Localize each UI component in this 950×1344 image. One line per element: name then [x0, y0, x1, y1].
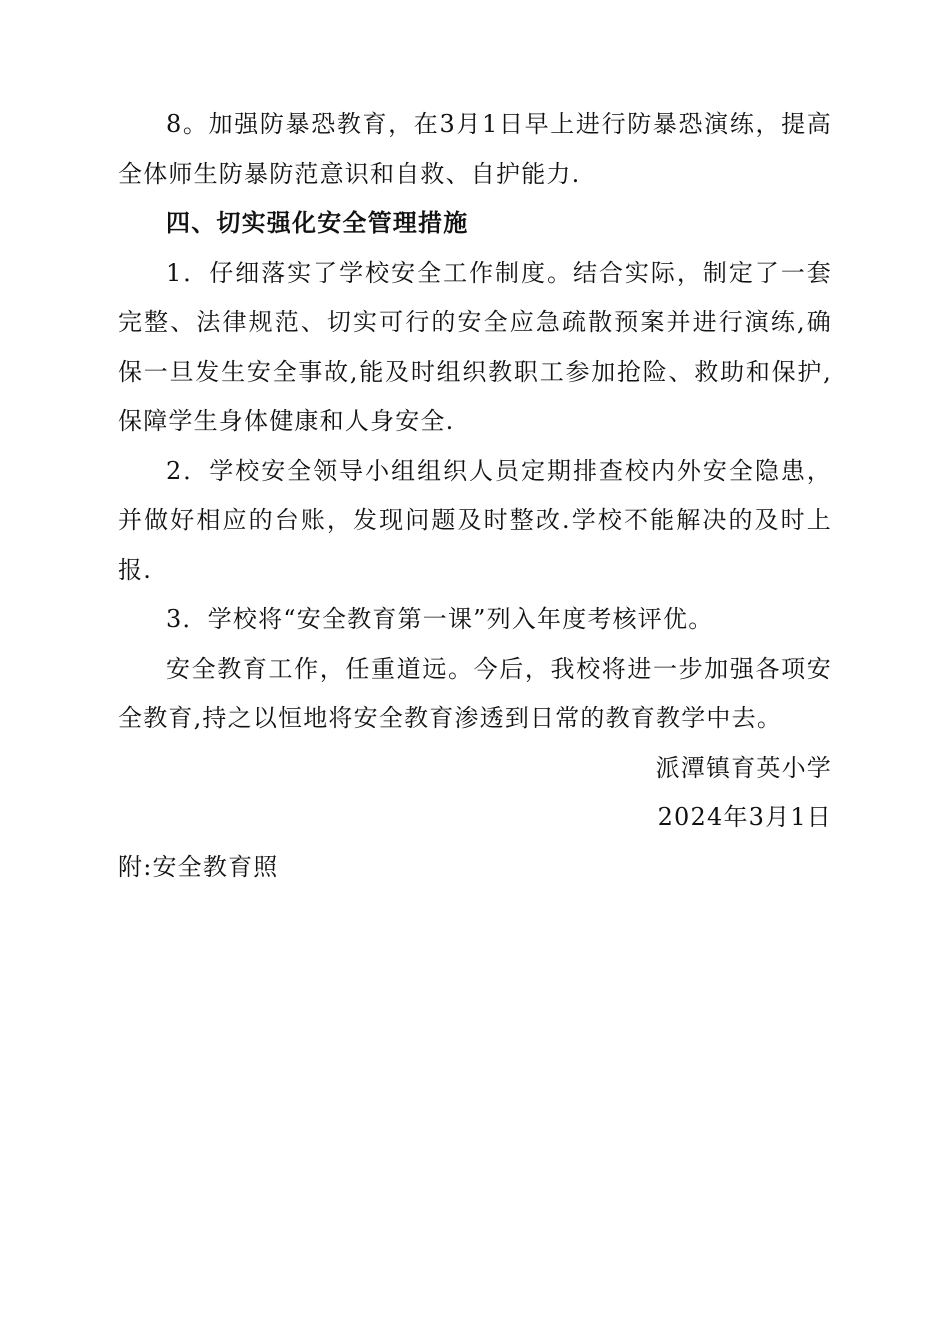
- paragraph-conclusion: 安全教育工作，任重道远。今后，我校将进一步加强各项安全教育,持之以恒地将安全教育渗透到日常的教育教学中去。: [118, 654, 832, 732]
- paragraph-first-lesson: 3．学校将“安全教育第一课”列入年度考核评优。: [166, 605, 714, 633]
- paragraph-hazard-inspection: 2．学校安全领导小组组织人员定期排查校内外安全隐患，并做好相应的台账，发现问题及时整改.学校不能解决的及时上报.: [118, 456, 832, 584]
- signature-date: 2024年3月1日: [657, 803, 832, 831]
- document-body: [118, 100, 832, 892]
- section-heading-safety-measures: 四、切实强化安全管理措施: [166, 209, 469, 237]
- signature-school: 派潭镇育英小学: [655, 753, 832, 782]
- attachment-note: 附:安全教育照: [118, 852, 279, 881]
- paragraph-anti-terror-drill: 8。加强防暴恐教育，在3月1日早上进行防暴恐演练，提高全体师生防暴防范意识和自救、自护能力.: [118, 110, 832, 188]
- paragraph-safety-system: 1．仔细落实了学校安全工作制度。结合实际，制定了一套完整、法律规范、切实可行的安全应急疏散预案并进行演练,确保一旦发生安全事故,能及时组织教职工参加抢险、救助和保护,保障学生身体健康和人身安全.: [118, 258, 832, 435]
